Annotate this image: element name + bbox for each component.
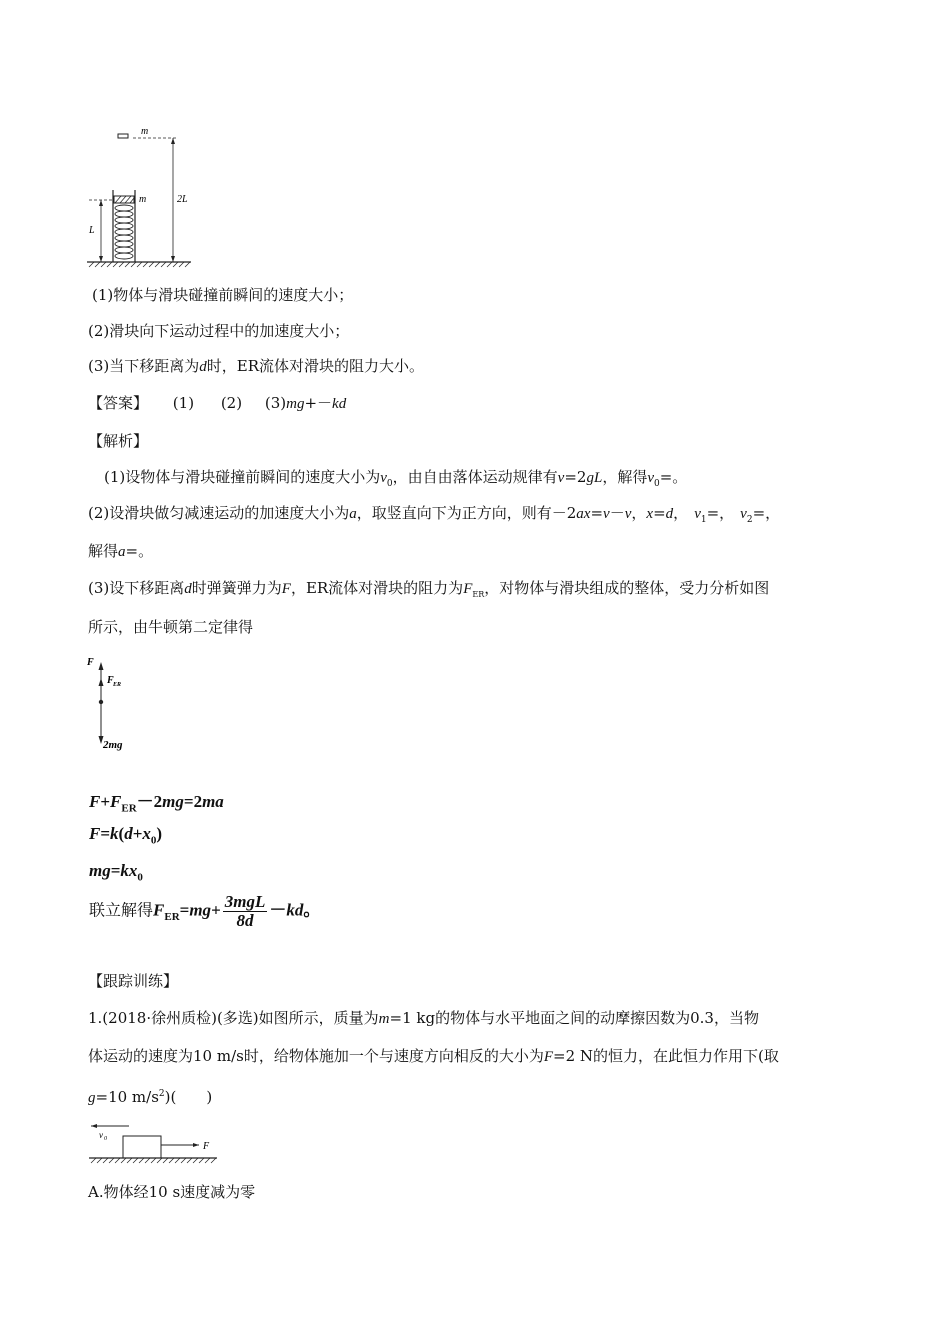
question-part-3: (3)当下移距离为d时，ER流体对滑块的阻力大小。 xyxy=(88,357,424,375)
analysis-label: 【解析】 xyxy=(88,432,149,450)
equation-equilibrium: $mg=kx_0$ xyxy=(89,861,143,884)
svg-text:2mg: 2mg xyxy=(103,739,123,751)
equation-newton: $F+F_{ER}-2mg=2ma$ xyxy=(89,792,224,815)
svg-text:0: 0 xyxy=(104,1136,107,1142)
answer-label: 【答案】 xyxy=(88,394,149,412)
svg-text:ER: ER xyxy=(113,682,122,688)
svg-text:v: v xyxy=(99,1130,103,1140)
question-part-1: (1)物体与滑块碰撞前瞬间的速度大小； xyxy=(92,286,354,304)
svg-text:2L: 2L xyxy=(177,194,188,205)
analysis-line-2: (2)设滑块做匀减速运动的加速度大小为a，取竖直向下为正方向，则有－2ax=v－v，x=d， $v_1=$， $v_2=$， xyxy=(88,504,781,525)
training-label: 【跟踪训练】 xyxy=(88,972,179,990)
block-on-ground-figure xyxy=(85,1118,225,1170)
svg-text:F: F xyxy=(107,675,114,686)
training-question-line-3: g=10 $m/s^2$)( ) xyxy=(88,1088,213,1106)
svg-text:F: F xyxy=(87,657,94,668)
fraction: $\frac{\text{3mgL}}{8d}$ xyxy=(224,892,266,930)
training-question-line-1: 1.(2018·徐州质检)(多选)如图所示，质量为m=1 kg的物体与水平地面之间的动摩擦因数为0.3，当物 xyxy=(88,1009,759,1027)
equation-spring-force: $F=k(d+x_0)$ xyxy=(89,824,163,847)
option-a: A.物体经10 s速度减为零 xyxy=(88,1183,256,1201)
training-question-line-2: 体运动的速度为10 m/s时，给物体施加一个与速度方向相反的大小为F=2 N的恒力，在此恒力作用下(取 xyxy=(88,1047,779,1065)
svg-text:m: m xyxy=(141,126,149,137)
force-diagram xyxy=(85,650,155,755)
analysis-line-5: 所示，由牛顿第二定律得 xyxy=(88,618,254,636)
analysis-line-1: (1)设物体与滑块碰撞前瞬间的速度大小为$v_0$，由自由落体运动规律有v=2gL，解得$v_0=$。 xyxy=(104,468,688,489)
svg-text:F: F xyxy=(203,1141,210,1152)
analysis-line-4: (3)设下移距离d时弹簧弹力为F，ER流体对滑块的阻力为$F_{ER}$，对物体与滑块组成的整体，受力分析如图 xyxy=(88,579,770,599)
equation-result: 联立解得$F_{ER}=mg+$ $\frac{\text{3mgL}}{8d}$ －kd。 xyxy=(89,892,321,930)
svg-text:m: m xyxy=(139,194,147,205)
spring-block-figure xyxy=(85,120,205,270)
analysis-line-3: 解得a=。 xyxy=(88,542,154,560)
answer-line: 【答案】 (1) (2) (3)mg+－kd xyxy=(88,394,347,412)
svg-text:L: L xyxy=(89,225,95,236)
question-part-2: (2)滑块向下运动过程中的加速度大小； xyxy=(88,322,350,340)
